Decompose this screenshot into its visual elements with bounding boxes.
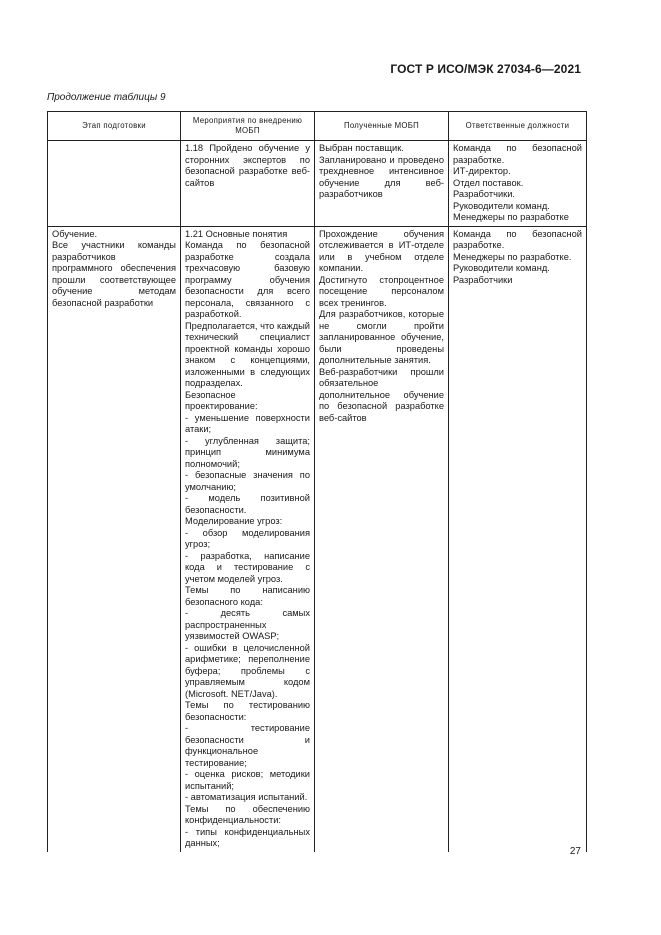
cell-paragraph: Все участники команды разработчиков программного обеспечения прошли соответствующее обучение методам безопасной разработки	[52, 240, 176, 308]
cell-paragraph: 1.18 Пройдено обучение у сторонних экспертов по безопасной разработке веб-сайтов	[185, 143, 310, 188]
cell-paragraph: Выбран поставщик.	[319, 143, 404, 153]
cell-paragraph: Руководители команд.	[453, 200, 550, 211]
cell-paragraph: ИТ-директор.	[453, 166, 511, 176]
cell-paragraph: Обучение.	[52, 228, 98, 239]
cell-paragraph: - модель позитивной безопасности.	[185, 493, 310, 515]
cell-roles	[449, 226, 587, 852]
cell-paragraph: - десять самых распространенных уязвимостей OWASP;	[185, 608, 310, 641]
cell-results	[315, 141, 449, 227]
cell-paragraph: - обзор моделирования угроз;	[185, 527, 310, 549]
cell-stage	[48, 226, 181, 852]
cell-paragraph: - ошибки в целочисленной арифметике; переполнение буфера; проблемы с управляемым кодом (Microsoft. NET/Java).	[185, 642, 310, 699]
cell-paragraph: Моделирование угроз:	[185, 516, 283, 526]
cell-paragraph: Запланировано и проведено трехдневное интенсивное обучение для веб-разработчиков	[319, 154, 444, 199]
cell-paragraph: - углубленная защита; принцип минимума полномочий;	[185, 435, 310, 469]
cell-paragraph: - типы конфиденциальных данных;	[185, 826, 310, 848]
cell-paragraph: Менеджеры по разработке.	[453, 251, 572, 262]
requirements-table	[47, 111, 587, 852]
cell-paragraph: - автоматизация испытаний.	[185, 792, 308, 802]
document-header: ГОСТ Р ИСО/МЭК 27034-6—2021	[390, 62, 581, 76]
cell-paragraph: Команда по безопасной разработке.	[453, 228, 582, 250]
cell-paragraph: Безопасное проектирование:	[185, 389, 258, 411]
cell-paragraph: - безопасные значения по умолчанию;	[185, 470, 310, 492]
table-row	[48, 226, 587, 852]
cell-stage	[48, 141, 181, 227]
cell-paragraph: Менеджеры по разработке	[453, 212, 569, 222]
cell-measures	[181, 226, 315, 852]
cell-paragraph: Разработчики.	[453, 189, 515, 199]
page-number: 27	[569, 846, 581, 857]
cell-paragraph: Темы по обеспечению конфиденциальности:	[185, 803, 310, 825]
cell-paragraph: Команда по безопасной разработке.	[453, 143, 582, 165]
cell-results	[315, 226, 449, 852]
cell-paragraph: Достигнуто стопроцентное посещение персоналом всех тренингов.	[319, 274, 444, 308]
cell-paragraph: Для разработчиков, которые не смогли пройти запланированное обучение, были проведены дополнительные занятия.	[319, 309, 444, 365]
cell-measures	[181, 141, 315, 227]
cell-paragraph: Разработчики	[453, 274, 513, 285]
column-header-measures: Мероприятия по внедрению МОБП	[181, 112, 315, 141]
table-row	[48, 141, 587, 227]
cell-roles	[449, 141, 587, 227]
column-header-stage: Этап подготовки	[48, 112, 181, 141]
table-header-row	[48, 112, 587, 141]
cell-paragraph: 1.21 Основные понятия	[185, 228, 288, 239]
cell-paragraph: - разработка, написание кода и тестирование с учетом моделей угроз.	[185, 550, 310, 584]
cell-paragraph: - оценка рисков; методики испытаний;	[185, 769, 310, 791]
column-header-roles: Ответственные должности	[449, 112, 587, 141]
cell-paragraph: Команда по безопасной разработке создала трехчасовую базовую программу обучения безопасности для всего персонала, связанного с разработкой.	[185, 240, 310, 319]
cell-paragraph: Руководители команд.	[453, 263, 550, 273]
cell-paragraph: Веб-разработчики прошли обязательное дополнительное обучение по безопасной разработке веб-сайтов	[319, 366, 444, 423]
cell-paragraph: Отдел поставок.	[453, 177, 524, 188]
cell-paragraph: Темы по написанию безопасного кода:	[185, 585, 310, 607]
cell-paragraph: Прохождение обучения отслеживается в ИТ-отделе или в учебном отделе компании.	[319, 228, 444, 273]
table-caption: Продолжение таблицы 9	[47, 92, 166, 103]
cell-paragraph: - уменьшение поверхности атаки;	[185, 412, 310, 434]
column-header-results: Полученные МОБП	[315, 112, 449, 141]
cell-paragraph: Темы по тестированию безопасности:	[185, 700, 310, 722]
cell-paragraph: Предполагается, что каждый технический специалист проектной команды хорошо знаком с концепциями, изложенными в следующих подразделах.	[185, 320, 310, 388]
cell-paragraph: - тестирование безопасности и функциональное тестирование;	[185, 723, 310, 768]
